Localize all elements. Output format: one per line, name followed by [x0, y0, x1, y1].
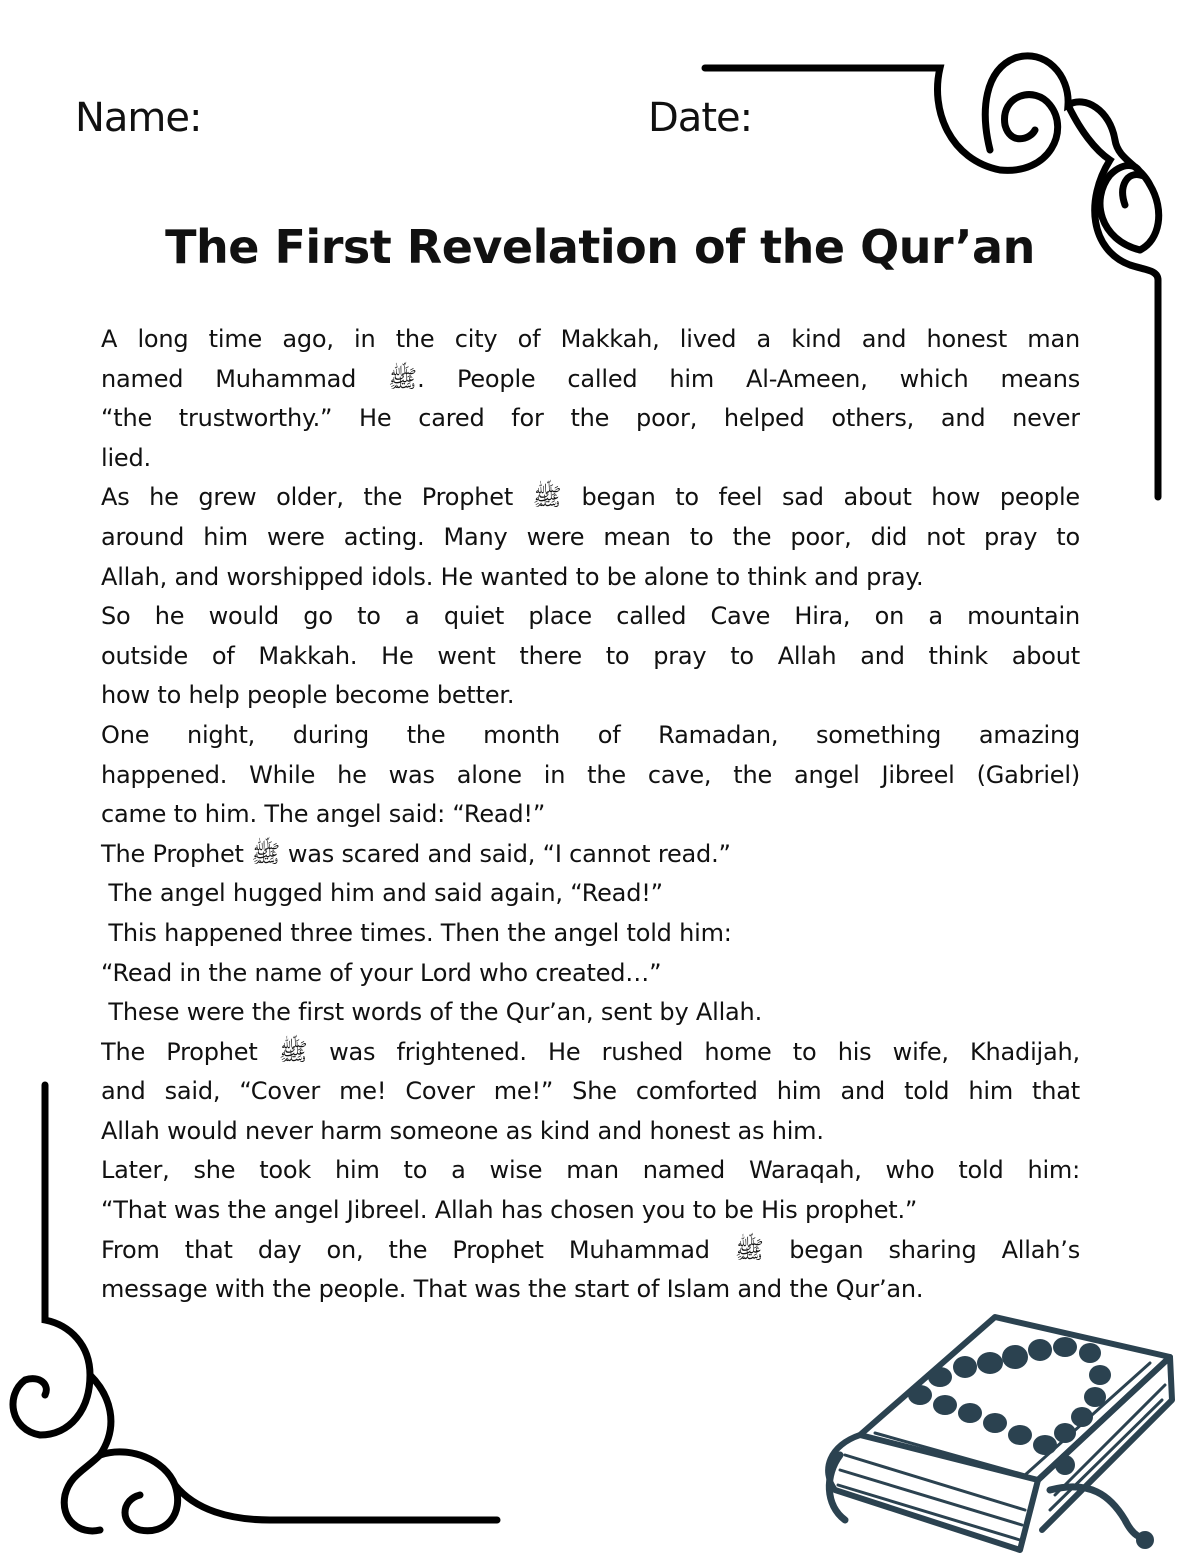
story-text — [101, 320, 1080, 1310]
quran-book-illustration — [810, 1305, 1200, 1555]
story-line: These were the first words of the Qur’an, sent by Allah. — [101, 998, 762, 1027]
story-line: From that day on, the Prophet Muhammad ﷺ began sharing Allah’s — [101, 1235, 1080, 1264]
story-line: Allah would never harm someone as kind and honest as him. — [101, 1116, 824, 1145]
story-line: The angel hugged him and said again, “Read!” — [101, 879, 663, 908]
story-line: The Prophet ﷺ was scared and said, “I cannot read.” — [101, 839, 731, 868]
story-line: named Muhammad ﷺ. People called him Al-Ameen, which means — [101, 364, 1080, 393]
story-line: lied. — [101, 443, 151, 472]
story-line: The Prophet ﷺ was frightened. He rushed home to his wife, Khadijah, — [101, 1037, 1080, 1066]
story-line: Allah, and worshipped idols. He wanted to be alone to think and pray. — [101, 562, 924, 591]
story-line: “the trustworthy.” He cared for the poor, helped others, and never — [101, 404, 1080, 433]
story-line: message with the people. That was the start of Islam and the Qur’an. — [101, 1275, 924, 1304]
story-line: came to him. The angel said: “Read!” — [101, 800, 546, 829]
name-label: Name: — [75, 95, 202, 141]
story-line: happened. While he was alone in the cave, the angel Jibreel (Gabriel) — [101, 760, 1080, 789]
story-line: and said, “Cover me! Cover me!” She comforted him and told him that — [101, 1077, 1080, 1106]
story-line: “That was the angel Jibreel. Allah has chosen you to be His prophet.” — [101, 1196, 918, 1225]
story-line: This happened three times. Then the angel told him: — [101, 918, 732, 947]
story-line: One night, during the month of Ramadan, something amazing — [101, 720, 1080, 749]
story-line: outside of Makkah. He went there to pray to Allah and think about — [101, 641, 1080, 670]
story-line: A long time ago, in the city of Makkah, lived a kind and honest man — [101, 325, 1080, 353]
date-label: Date: — [648, 95, 753, 141]
story-line: Later, she took him to a wise man named Waraqah, who told him: — [101, 1156, 1080, 1185]
story-line: “Read in the name of your Lord who created…” — [101, 958, 662, 987]
page-title: The First Revelation of the Qur’an — [165, 220, 1035, 274]
story-line: how to help people become better. — [101, 681, 515, 710]
story-line: around him were acting. Many were mean to the poor, did not pray to — [101, 522, 1080, 551]
story-line: As he grew older, the Prophet ﷺ began to feel sad about how people — [101, 483, 1080, 512]
story-line: So he would go to a quiet place called Cave Hira, on a mountain — [101, 602, 1080, 631]
